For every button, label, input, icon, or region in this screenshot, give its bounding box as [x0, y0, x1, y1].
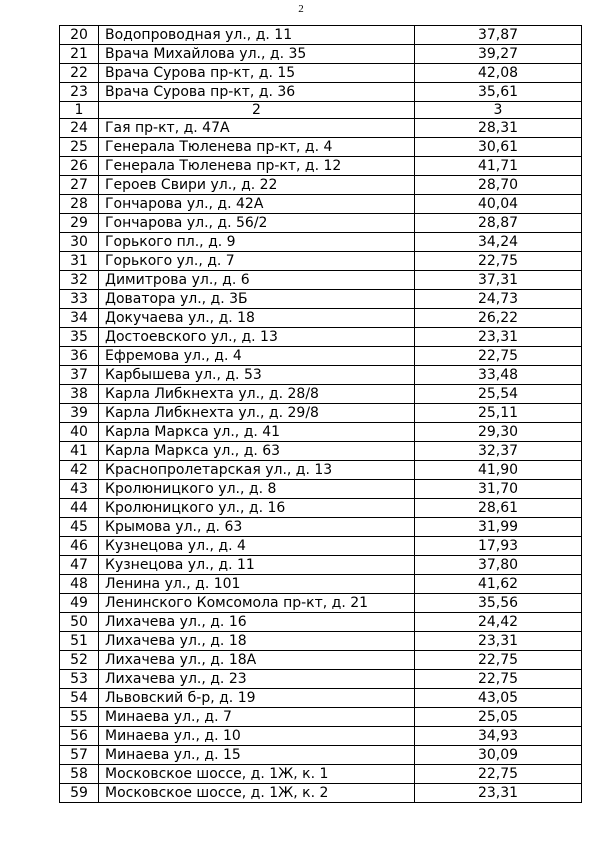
value-cell: 23,31 — [415, 328, 582, 347]
row-number-cell: 57 — [60, 746, 99, 765]
value-cell: 41,62 — [415, 575, 582, 594]
value-cell: 42,08 — [415, 64, 582, 83]
row-number-cell: 47 — [60, 556, 99, 575]
table-row — [60, 765, 582, 784]
row-number-cell: 54 — [60, 689, 99, 708]
table-row — [60, 328, 582, 347]
row-number-cell: 31 — [60, 252, 99, 271]
value-cell: 31,99 — [415, 518, 582, 537]
row-number-cell: 34 — [60, 309, 99, 328]
value-cell: 22,75 — [415, 765, 582, 784]
value-cell: 24,73 — [415, 290, 582, 309]
address-cell: Генерала Тюленева пр-кт, д. 12 — [99, 157, 415, 176]
address-cell: Карла Маркса ул., д. 41 — [99, 423, 415, 442]
address-cell: Димитрова ул., д. 6 — [99, 271, 415, 290]
row-number-cell: 29 — [60, 214, 99, 233]
row-number-cell: 51 — [60, 632, 99, 651]
row-number-cell: 48 — [60, 575, 99, 594]
address-cell: 2 — [99, 102, 415, 119]
address-cell: Ленинского Комсомола пр-кт, д. 21 — [99, 594, 415, 613]
value-cell: 29,30 — [415, 423, 582, 442]
row-number-cell: 21 — [60, 45, 99, 64]
value-cell: 32,37 — [415, 442, 582, 461]
row-number-cell: 43 — [60, 480, 99, 499]
table-body — [60, 26, 582, 803]
address-cell: Гончарова ул., д. 56/2 — [99, 214, 415, 233]
value-cell: 25,05 — [415, 708, 582, 727]
row-number-cell: 46 — [60, 537, 99, 556]
address-cell: Лихачева ул., д. 18А — [99, 651, 415, 670]
row-number-cell: 20 — [60, 26, 99, 45]
table-row — [60, 366, 582, 385]
table-row — [60, 613, 582, 632]
table-row — [60, 708, 582, 727]
address-cell: Лихачева ул., д. 23 — [99, 670, 415, 689]
table-row — [60, 670, 582, 689]
table-row — [60, 727, 582, 746]
value-cell: 37,31 — [415, 271, 582, 290]
value-cell: 30,09 — [415, 746, 582, 765]
page-number: 2 — [298, 3, 304, 15]
table-row — [60, 309, 582, 328]
row-number-cell: 28 — [60, 195, 99, 214]
address-cell: Докучаева ул., д. 18 — [99, 309, 415, 328]
row-number-cell: 37 — [60, 366, 99, 385]
value-cell: 37,80 — [415, 556, 582, 575]
address-cell: Водопроводная ул., д. 11 — [99, 26, 415, 45]
row-number-cell: 42 — [60, 461, 99, 480]
table-row — [60, 214, 582, 233]
address-cell: Крымова ул., д. 63 — [99, 518, 415, 537]
table-row — [60, 518, 582, 537]
address-cell: Врача Сурова пр-кт, д. 15 — [99, 64, 415, 83]
table-column-numbering-row — [60, 102, 582, 119]
row-number-cell: 30 — [60, 233, 99, 252]
table-row — [60, 195, 582, 214]
address-cell: Достоевского ул., д. 13 — [99, 328, 415, 347]
value-cell: 35,56 — [415, 594, 582, 613]
row-number-cell: 58 — [60, 765, 99, 784]
table-row — [60, 689, 582, 708]
address-cell: Московское шоссе, д. 1Ж, к. 1 — [99, 765, 415, 784]
address-cell: Врача Сурова пр-кт, д. 36 — [99, 83, 415, 102]
row-number-cell: 26 — [60, 157, 99, 176]
value-cell: 3 — [415, 102, 582, 119]
row-number-cell: 53 — [60, 670, 99, 689]
address-cell: Кузнецова ул., д. 4 — [99, 537, 415, 556]
row-number-cell: 27 — [60, 176, 99, 195]
table-row — [60, 651, 582, 670]
row-number-cell: 39 — [60, 404, 99, 423]
value-cell: 17,93 — [415, 537, 582, 556]
value-cell: 33,48 — [415, 366, 582, 385]
table-row — [60, 746, 582, 765]
address-cell: Московское шоссе, д. 1Ж, к. 2 — [99, 784, 415, 803]
address-cell: Генерала Тюленева пр-кт, д. 4 — [99, 138, 415, 157]
row-number-cell: 52 — [60, 651, 99, 670]
address-cell: Минаева ул., д. 10 — [99, 727, 415, 746]
value-cell: 43,05 — [415, 689, 582, 708]
table-row — [60, 499, 582, 518]
table-row — [60, 233, 582, 252]
value-cell: 37,87 — [415, 26, 582, 45]
table-row — [60, 575, 582, 594]
row-number-cell: 22 — [60, 64, 99, 83]
value-cell: 39,27 — [415, 45, 582, 64]
value-cell: 35,61 — [415, 83, 582, 102]
table-row — [60, 83, 582, 102]
value-cell: 22,75 — [415, 347, 582, 366]
row-number-cell: 50 — [60, 613, 99, 632]
address-cell: Ефремова ул., д. 4 — [99, 347, 415, 366]
value-cell: 34,93 — [415, 727, 582, 746]
address-cell: Лихачева ул., д. 16 — [99, 613, 415, 632]
row-number-cell: 36 — [60, 347, 99, 366]
row-number-cell: 1 — [60, 102, 99, 119]
value-cell: 26,22 — [415, 309, 582, 328]
row-number-cell: 32 — [60, 271, 99, 290]
table-row — [60, 138, 582, 157]
address-cell: Ленина ул., д. 101 — [99, 575, 415, 594]
value-cell: 22,75 — [415, 651, 582, 670]
row-number-cell: 45 — [60, 518, 99, 537]
value-cell: 40,04 — [415, 195, 582, 214]
table-row — [60, 64, 582, 83]
value-cell: 31,70 — [415, 480, 582, 499]
table-row — [60, 423, 582, 442]
row-number-cell: 40 — [60, 423, 99, 442]
row-number-cell: 44 — [60, 499, 99, 518]
table-row — [60, 347, 582, 366]
value-cell: 34,24 — [415, 233, 582, 252]
address-cell: Львовский б-р, д. 19 — [99, 689, 415, 708]
table-row — [60, 556, 582, 575]
row-number-cell: 59 — [60, 784, 99, 803]
value-cell: 41,90 — [415, 461, 582, 480]
table-row — [60, 404, 582, 423]
value-cell: 30,61 — [415, 138, 582, 157]
address-cell: Кузнецова ул., д. 11 — [99, 556, 415, 575]
value-cell: 23,31 — [415, 784, 582, 803]
row-number-cell: 24 — [60, 119, 99, 138]
table-row — [60, 442, 582, 461]
row-number-cell: 55 — [60, 708, 99, 727]
value-cell: 25,54 — [415, 385, 582, 404]
address-cell: Героев Свири ул., д. 22 — [99, 176, 415, 195]
table-row — [60, 784, 582, 803]
row-number-cell: 56 — [60, 727, 99, 746]
table-row — [60, 252, 582, 271]
value-cell: 28,61 — [415, 499, 582, 518]
table-row — [60, 290, 582, 309]
value-cell: 25,11 — [415, 404, 582, 423]
table-row — [60, 119, 582, 138]
address-cell: Доватора ул., д. 3Б — [99, 290, 415, 309]
value-cell: 28,87 — [415, 214, 582, 233]
address-cell: Врача Михайлова ул., д. 35 — [99, 45, 415, 64]
address-cell: Карла Либкнехта ул., д. 29/8 — [99, 404, 415, 423]
row-number-cell: 49 — [60, 594, 99, 613]
table-row — [60, 26, 582, 45]
table-row — [60, 461, 582, 480]
value-cell: 28,70 — [415, 176, 582, 195]
address-value-table — [59, 25, 582, 803]
row-number-cell: 41 — [60, 442, 99, 461]
address-cell: Лихачева ул., д. 18 — [99, 632, 415, 651]
row-number-cell: 35 — [60, 328, 99, 347]
table-row — [60, 480, 582, 499]
value-cell: 41,71 — [415, 157, 582, 176]
value-cell: 24,42 — [415, 613, 582, 632]
address-cell: Минаева ул., д. 15 — [99, 746, 415, 765]
row-number-cell: 33 — [60, 290, 99, 309]
table-row — [60, 176, 582, 195]
table-row — [60, 45, 582, 64]
table-row — [60, 594, 582, 613]
address-cell: Кролюницкого ул., д. 8 — [99, 480, 415, 499]
row-number-cell: 38 — [60, 385, 99, 404]
address-cell: Гая пр-кт, д. 47А — [99, 119, 415, 138]
table-row — [60, 385, 582, 404]
value-cell: 22,75 — [415, 670, 582, 689]
address-cell: Краснопролетарская ул., д. 13 — [99, 461, 415, 480]
address-cell: Горького пл., д. 9 — [99, 233, 415, 252]
table-row — [60, 632, 582, 651]
address-cell: Карбышева ул., д. 53 — [99, 366, 415, 385]
value-cell: 23,31 — [415, 632, 582, 651]
address-cell: Горького ул., д. 7 — [99, 252, 415, 271]
address-cell: Гончарова ул., д. 42А — [99, 195, 415, 214]
row-number-cell: 23 — [60, 83, 99, 102]
address-cell: Карла Маркса ул., д. 63 — [99, 442, 415, 461]
table-row — [60, 157, 582, 176]
row-number-cell: 25 — [60, 138, 99, 157]
address-cell: Кролюницкого ул., д. 16 — [99, 499, 415, 518]
table-row — [60, 271, 582, 290]
table-row — [60, 537, 582, 556]
value-cell: 28,31 — [415, 119, 582, 138]
value-cell: 22,75 — [415, 252, 582, 271]
address-cell: Карла Либкнехта ул., д. 28/8 — [99, 385, 415, 404]
address-cell: Минаева ул., д. 7 — [99, 708, 415, 727]
